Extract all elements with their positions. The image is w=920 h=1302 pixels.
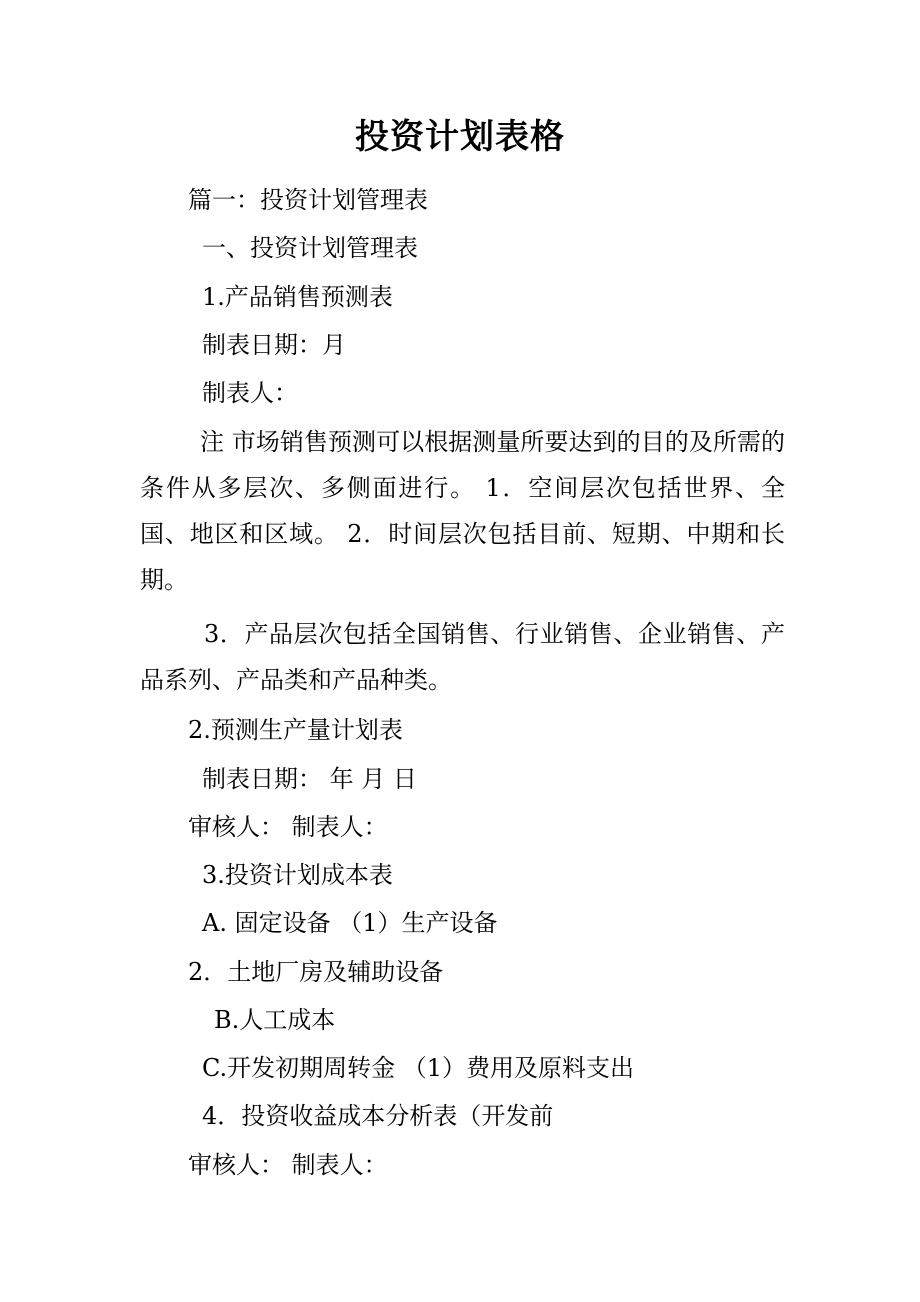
section-heading: 一、投资计划管理表 (202, 234, 418, 262)
date-line-2: 制表日期： 年 月 日 (202, 765, 417, 793)
review-line-4: 审核人： 制表人： (188, 1151, 388, 1179)
review-line-2: 审核人： 制表人： (188, 813, 388, 841)
chapter-heading: 篇一：投资计划管理表 (188, 186, 428, 214)
maker-line-1: 制表人： (202, 379, 298, 407)
note-paragraph-1: 注 市场销售预测可以根据测量所要达到的目的及所需的条件从多层次、多侧面进行。 1．空间层次包括世界、全国、地区和区域。 2．时间层次包括目前、短期、中期和长期。 (140, 428, 785, 594)
item-4-heading: 4．投资收益成本分析表（开发前 (202, 1102, 554, 1130)
document-title: 投资计划表格 (355, 117, 565, 157)
date-line-1: 制表日期：月 (202, 331, 346, 359)
item-2-heading: 2.预测生产量计划表 (188, 716, 403, 744)
item-b-line: B.人工成本 (214, 1006, 336, 1034)
item-a-line: A. 固定设备 （1）生产设备 (202, 909, 498, 937)
item-1-heading: 1.产品销售预测表 (202, 283, 393, 311)
note-paragraph-2: 3．产品层次包括全国销售、行业销售、企业销售、产品系列、产品类和产品种类。 (140, 620, 785, 694)
item-c-line: C.开发初期周转金 （1）费用及原料支出 (202, 1054, 635, 1082)
item-3-heading: 3.投资计划成本表 (202, 861, 393, 889)
land-line: 2．土地厂房及辅助设备 (188, 958, 444, 986)
